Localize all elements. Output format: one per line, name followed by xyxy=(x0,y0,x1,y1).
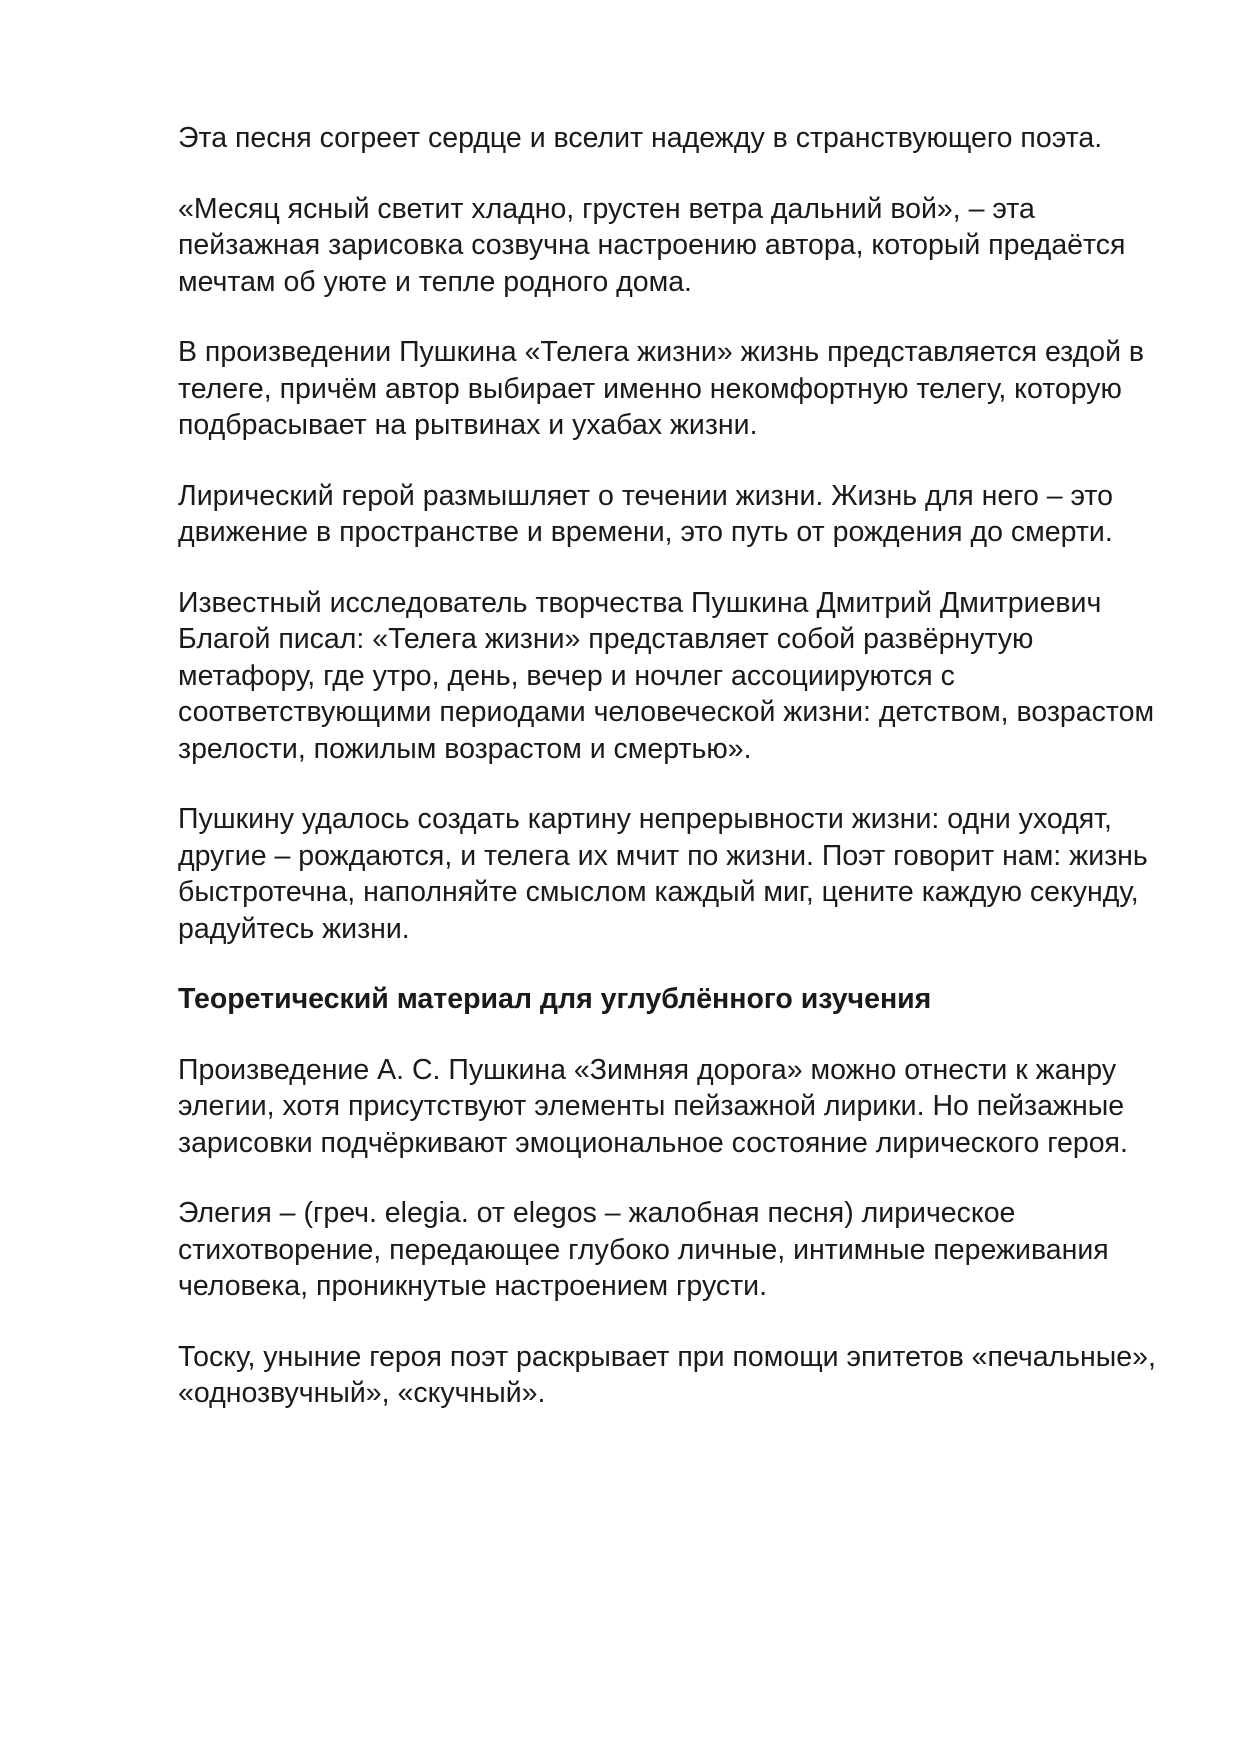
paragraph-song: Эта песня согреет сердце и вселит надежду в странствующего поэта. xyxy=(178,122,1103,154)
section-heading: Теоретический материал для углублённого изучения xyxy=(178,983,932,1015)
paragraph-cart-of-life: В произведении Пушкина «Телега жизни» жизнь представляется ездой в телеге, причём автор выбирает именно некомфортную телегу, которую подбрасывает на рытвинах и ухабах жизни. xyxy=(178,336,1145,441)
paragraph-elegy-definition: Элегия – (греч. elegia. от elegos – жалобная песня) лирическое стихотворение, передающее глубоко личные, интимные переживания человека, проникнутые настроением грусти. xyxy=(178,1197,1109,1302)
paragraph-moon-quote: «Месяц ясный светит хладно, грустен ветра дальний вой», – эта пейзажная зарисовка созвучна настроению автора, который предаётся мечтам об уюте и тепле родного дома. xyxy=(178,192,1126,298)
document-page xyxy=(178,120,1168,1446)
paragraph-lyrical-hero: Лирический герой размышляет о течении жизни. Жизнь для него – это движение в пространстве и времени, это путь от рождения до смерти. xyxy=(178,479,1114,548)
paragraph-blagoy-quote: Известный исследователь творчества Пушкина Дмитрий Дмитриевич Благой писал: «Телега жизни» представляет собой развёрнутую метафору, где утро, день, вечер и ночлег ассоциируются с соответствующими периодами человеческой жизни: детством, возрастом зрелости, пожилым возрастом и смертью». xyxy=(178,586,1155,765)
paragraph-continuity: Пушкину удалось создать картину непрерывности жизни: одни уходят, другие – рождаются, и телега их мчит по жизни. Поэт говорит нам: жизнь быстротечна, наполняйте смыслом каждый миг, цените каждую секунду, радуйтесь жизни. xyxy=(178,803,1148,945)
paragraph-winter-road: Произведение А. С. Пушкина «Зимняя дорога» можно отнести к жанру элегии, хотя присутствуют элементы пейзажной лирики. Но пейзажные зарисовки подчёркивают эмоциональное состояние лирического героя. xyxy=(178,1053,1128,1159)
paragraph-epithets: Тоску, уныние героя поэт раскрывает при помощи эпитетов «печальные», «однозвучный», «скучный». xyxy=(178,1340,1156,1409)
